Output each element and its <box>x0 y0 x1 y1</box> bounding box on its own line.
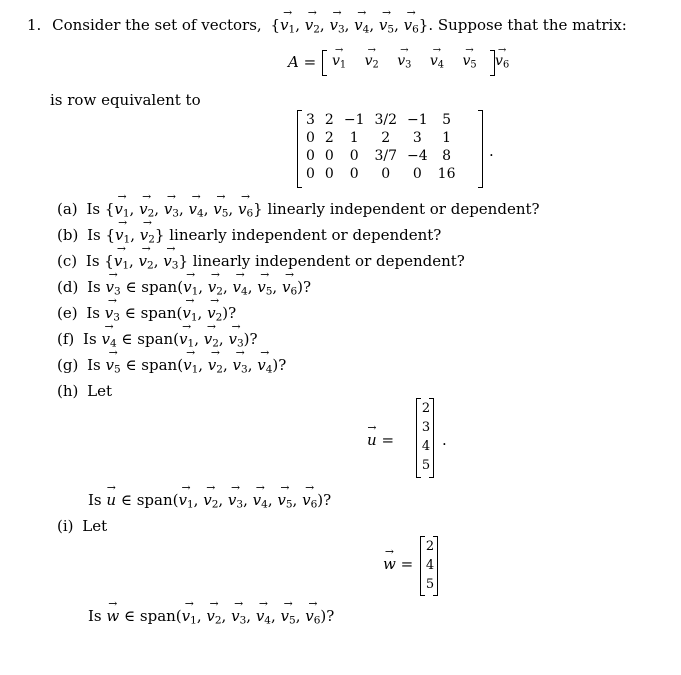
part-label: (c) <box>57 252 78 270</box>
part-label: (e) <box>57 304 78 322</box>
part-label: (h) <box>57 382 79 400</box>
vector-u-entry: 5 <box>421 458 431 473</box>
rref-row <box>301 165 460 183</box>
rref-cell: 0 <box>412 166 422 182</box>
part-a: (a) Is {→ $v_1$, → $v_2$, → $v_3$, → $v_4$, → $v_5$, → $v_6$} linearly independent or dependent? <box>57 200 540 220</box>
part-i <box>57 517 107 535</box>
part-h <box>57 382 112 400</box>
matrix-a-columns: → $v_1 \to v_2 \to v_3 \to v_4 \to v_5 \to v_6$ <box>332 53 509 70</box>
rref-cell: 0 <box>324 148 334 164</box>
vector-w-entry: 4 <box>425 558 435 573</box>
vector-u-entry: 2 <box>421 401 431 416</box>
rref-cell: 8 <box>442 148 452 164</box>
part-label: (a) <box>57 200 78 218</box>
part-label: (i) <box>57 517 74 535</box>
rref-cell: 5 <box>442 112 452 128</box>
suppose-text: . Suppose that the matrix: <box>428 16 627 34</box>
rref-cell: 0 <box>306 148 315 164</box>
rref-cell: 2 <box>324 130 334 146</box>
matrix-a-label: A = <box>288 53 317 71</box>
rref-cell: 2 <box>324 112 334 128</box>
rref-cell: 1 <box>442 130 452 146</box>
part-i-let: Let <box>82 517 108 535</box>
part-h-question: Is → u ∈ span(→ $v_1$, → $v_2$, → $v_3$, → $v_4$, → $v_5$, → $v_6$)? <box>88 491 331 511</box>
vector-w-label: → w = <box>383 555 413 573</box>
rref-cell: 0 <box>324 166 334 182</box>
rref-row <box>301 147 460 165</box>
matrix-a-left-bracket <box>322 50 327 76</box>
rref-cell: 0 <box>306 130 315 146</box>
rref-cell: −4 <box>407 148 428 164</box>
rref-cell: 2 <box>381 130 391 146</box>
part-d: (d) $Is \to v_3$ ∈ span(→ $v_1$, → $v_2$, → $v_4$, → $v_5$, → $v_6$)? <box>57 278 311 298</box>
vector-u-entry: 4 <box>421 439 431 454</box>
part-h-let: Let <box>87 382 113 400</box>
matrix-a-definition <box>288 53 316 77</box>
rref-cell: 3/7 <box>374 148 398 164</box>
part-label: (f) <box>57 330 75 348</box>
rref-cell: −1 <box>343 112 365 128</box>
rref-right-bracket <box>478 110 483 188</box>
part-label: (b) <box>57 226 79 244</box>
rref-cell: 0 <box>381 166 391 182</box>
rref-cell: 16 <box>437 166 456 182</box>
rref-cell: 3 <box>306 112 315 128</box>
problem-number: 1. <box>27 16 42 34</box>
problem-intro: Consider the set of vectors, <box>52 16 262 34</box>
part-c: (c) Is {→ $v_1$, → $v_2$, → $v_3$} linearly independent or dependent? <box>57 252 465 272</box>
part-f: (f) $Is \to v_4$ ∈ span(→ $v_1$, → $v_2$, → $v_3$)? <box>57 330 258 350</box>
vector-u-label: → u = <box>367 431 394 449</box>
part-label: (d) <box>57 278 79 296</box>
rref-cell: 0 <box>349 148 359 164</box>
vector-w-entry: 2 <box>425 539 435 554</box>
rref-cell: 0 <box>349 166 359 182</box>
problem-statement <box>27 16 627 36</box>
rref-end-punct: . <box>489 142 494 160</box>
vector-w-entry: 5 <box>425 577 435 592</box>
vector-u-end-punct: . <box>442 431 447 449</box>
vector-u-entry: 3 <box>421 420 431 435</box>
vector-u-right-bracket <box>429 398 434 478</box>
part-e: (e) $Is \to v_3$ ∈ span(→ $v_1$, → $v_2$)? <box>57 304 236 324</box>
vector-set: {→ $v_1$, → $v_2$, → $v_3$, → $v_4$, → $v_5$, → $v_6$} <box>270 16 428 34</box>
rref-cell: 0 <box>306 166 315 182</box>
rref-cell: 3/2 <box>374 112 398 128</box>
rref-cell: 3 <box>412 130 422 146</box>
matrix-a-right-bracket <box>490 50 495 76</box>
rref-row <box>301 111 460 129</box>
part-g: (g) $Is \to v_5$ ∈ span(→ $v_1$, → $v_2$, → $v_3$, → $v_4$)? <box>57 356 286 376</box>
part-label: (g) <box>57 356 79 374</box>
rref-cell: 1 <box>349 130 359 146</box>
part-i-question: Is → w ∈ span(→ $v_1$, → $v_2$, → $v_3$, → $v_4$, → $v_5$, → $v_6$)? <box>88 607 334 627</box>
part-b: (b) Is {→ $v_1$, → $v_2$} linearly independent or dependent? <box>57 226 441 246</box>
row-equivalent-text: is row equivalent to <box>50 91 201 109</box>
vector-w-right-bracket <box>433 536 438 596</box>
rref-cell: −1 <box>407 112 428 128</box>
rref-row <box>301 129 460 147</box>
rref-matrix <box>301 111 460 183</box>
